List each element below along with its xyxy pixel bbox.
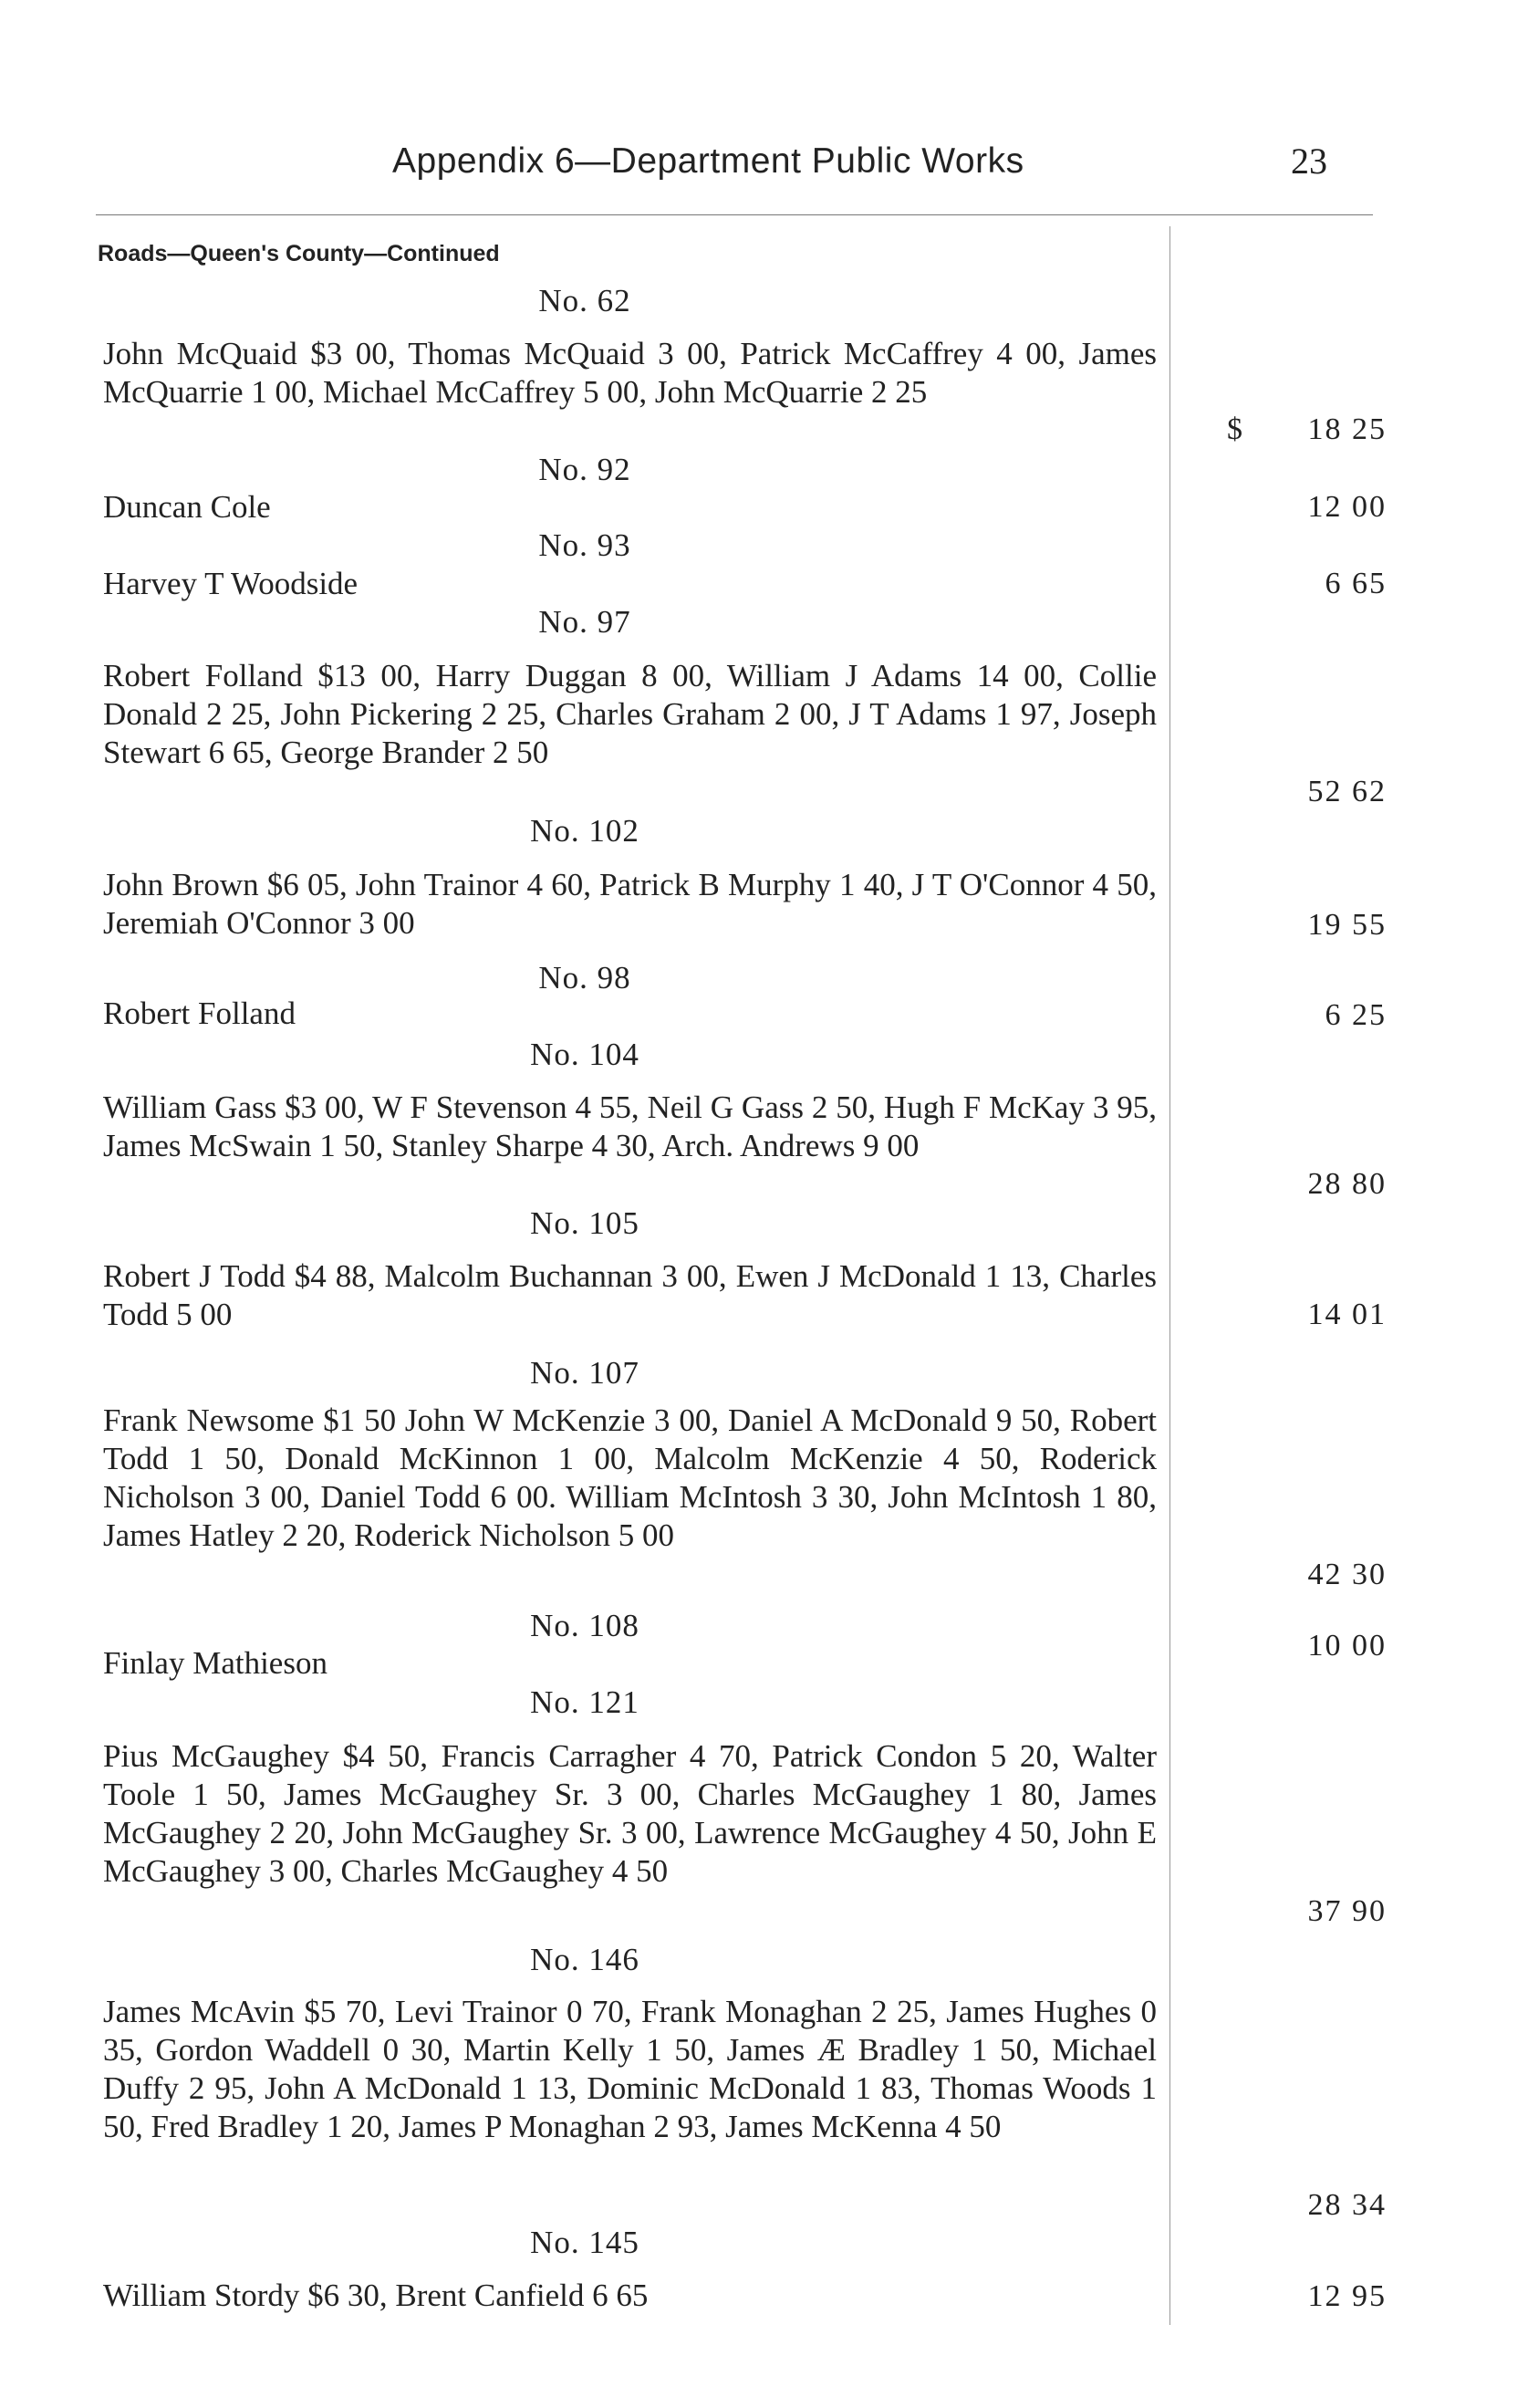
currency-symbol: $ <box>1227 412 1242 446</box>
entry-text: Frank Newsome $1 50 John W McKenzie 3 00, Daniel A McDonald 9 50, Robert Todd 1 50, Donald McKinnon 1 00, Malcolm McKenzie 4 50, Roderick Nicholson 3 00, Daniel Todd 6 00. William McIntosh 3 30, John McIntosh 1 80, James Hatley 2 20, Roderick Nicholson 5 00 <box>103 1402 1157 1553</box>
entry-text: Pius McGaughey $4 50, Francis Carragher 4 70, Patrick Condon 5 20, Walter Toole 1 50, James McGaughey Sr. 3 00, Charles McGaughey 1 80, James McGaughey 2 20, John McGaughey Sr. 3 00, Lawrence McGaughey 4 50, John E McGaughey 3 00, Charles McGaughey 4 50 <box>103 1738 1157 1889</box>
entry-amount: 6 65 <box>1325 567 1387 600</box>
entry-number: No. 92 <box>538 452 631 487</box>
entry-amount: 14 01 <box>1307 1298 1387 1331</box>
entry-number: No. 98 <box>538 960 631 996</box>
page-number: 23 <box>1291 141 1327 182</box>
entry-amount: 12 95 <box>1307 2279 1387 2313</box>
entry-amount: 10 00 <box>1307 1629 1387 1663</box>
entry-number: No. 93 <box>538 527 631 563</box>
entry-text: Robert Folland $13 00, Harry Duggan 8 00, William J Adams 14 00, Collie Donald 2 25, John Pickering 2 25, Charles Graham 2 00, J T Adams 1 97, Joseph Stewart 6 65, George Brander 2 50 <box>103 658 1157 770</box>
entry-text: Duncan Cole <box>103 489 271 525</box>
entry-number: No. 102 <box>530 813 639 849</box>
entry-text: Robert Folland <box>103 996 296 1031</box>
header-rule <box>96 214 1373 215</box>
entry-number: No. 97 <box>538 604 631 640</box>
section-heading: Roads—Queen's County—Continued <box>98 241 500 266</box>
entry-amount: 52 62 <box>1307 775 1387 808</box>
entry-amount: 28 34 <box>1307 2188 1387 2222</box>
entry-number: No. 104 <box>530 1037 639 1072</box>
entry-amount: 12 00 <box>1307 490 1387 524</box>
entry-amount: 19 55 <box>1307 908 1387 942</box>
entry-number: No. 108 <box>530 1608 639 1643</box>
entry-text: Finlay Mathieson <box>103 1645 327 1681</box>
entry-number: No. 145 <box>530 2225 639 2260</box>
entry-text: Harvey T Woodside <box>103 566 359 601</box>
entry-number: No. 146 <box>530 1942 639 1977</box>
entry-amount: 42 30 <box>1307 1558 1387 1591</box>
entry-text: William Stordy $6 30, Brent Canfield 6 65 <box>103 2278 649 2313</box>
amount-column-rule <box>1169 226 1170 2325</box>
entry-number: No. 62 <box>538 283 631 318</box>
entry-text: James McAvin $5 70, Levi Trainor 0 70, Frank Monaghan 2 25, James Hughes 0 35, Gordon Waddell 0 30, Martin Kelly 1 50, James Æ Bradley 1 50, Michael Duffy 2 95, John A McDonald 1 13, Dominic McDonald 1 83, Thomas Woods 1 50, Fred Bradley 1 20, James P Monaghan 2 93, James McKenna 4 50 <box>103 1994 1157 2144</box>
entry-amount: 37 90 <box>1307 1894 1387 1928</box>
entry-amount: 6 25 <box>1325 998 1387 1032</box>
entry-number: No. 107 <box>530 1355 639 1391</box>
entry-number: No. 105 <box>530 1205 639 1241</box>
page-header-title: Appendix 6—Department Public Works <box>392 141 1024 181</box>
entry-amount: 18 25 <box>1307 412 1387 446</box>
entry-number: No. 121 <box>530 1684 639 1720</box>
entry-text: John Brown $6 05, John Trainor 4 60, Patrick B Murphy 1 40, J T O'Connor 4 50, Jeremiah O'Connor 3 00 <box>103 867 1157 941</box>
entry-amount: 28 80 <box>1307 1167 1387 1201</box>
entry-text: John McQuaid $3 00, Thomas McQuaid 3 00, Patrick McCaffrey 4 00, James McQuarrie 1 00, Michael McCaffrey 5 00, John McQuarrie 2 25 <box>103 336 1157 410</box>
entry-text: William Gass $3 00, W F Stevenson 4 55, Neil G Gass 2 50, Hugh F McKay 3 95, James McSwain 1 50, Stanley Sharpe 4 30, Arch. Andrews 9 00 <box>103 1089 1157 1163</box>
entry-text: Robert J Todd $4 88, Malcolm Buchannan 3 00, Ewen J McDonald 1 13, Charles Todd 5 00 <box>103 1258 1157 1332</box>
